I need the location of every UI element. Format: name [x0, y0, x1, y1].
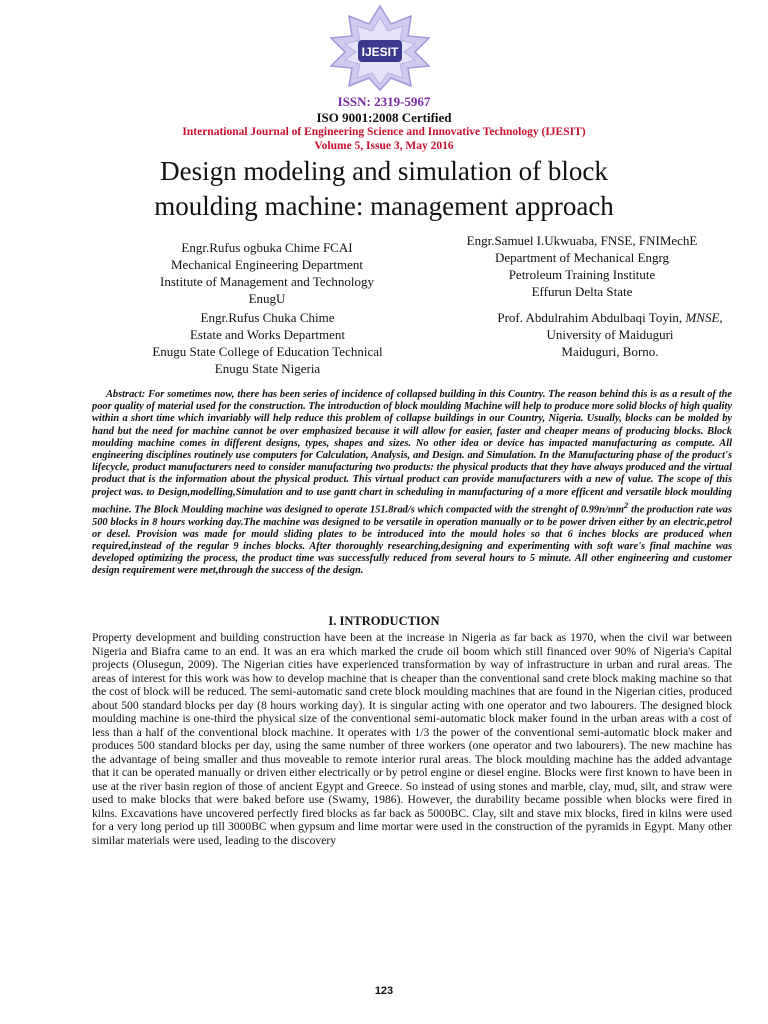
- author-3-name: Engr.Rufus Chuka Chime: [200, 310, 335, 325]
- author-4-suffix: MNSE,: [685, 310, 723, 325]
- author-block-2: [437, 232, 727, 299]
- author-4-name-line: [470, 309, 750, 326]
- author-3-affiliation-line: Enugu State College of Education Technical: [152, 344, 383, 359]
- introduction-paragraph: Property development and building construction have been at the increase in Nigeria as far back as 1970, when the civil war between Nigeria and Biafra came to an end. It was an era which marked the crude oil boom which still financed over 90% of Nigeria's Capital projects (Olusegun, 2009). The Nigerian cities have experienced transformation by way of infrastructure in urban and rural areas. The areas of interest for this work was how to develop machine that is cheaper than the conventional sand crete block making machine so that the cost of block will be reduced. The semi-automatic sand crete block moulding machines that are found in the Nigerian cities, produced about 500 standard blocks per day (8 hours working day). It is singular acting with one operator and two labourers. The designed block moulding machine is one-third the physical size of the conventional semi-automatic block maker found in the urban areas with a cost of less than a half of the conventional block machine. It operates with 1/3 the power of the conventional semi-automatic block maker and produces 500 standard blocks per day, using the same number of three workers (one operator and two labourers). The new machine has the advantage of being smaller and thus moveable to remote interior rural areas. The block moulding machine has the added advantage that it can be operated manually or driven either electrically or by petrol engine or diesel engine. Blocks were first known to have been in use at the river basin region of those of ancient Egypt and Greece. So instead of using stones and marble, clay, mud, silt, and straw were used to make blocks that were baked before use (Swamy, 1986). However, the durability became possible when blocks were fired in kilns. Excavations have uncovered perfectly fired blocks as far back as 5000BC. Clay, silt and stave mix blocks, fired in kilns were used for a very long period up till 3000BC when gypsum and lime mortar were used in the construction of the pyramids in Egypt. Many other similar materials were used, leading to the discovery: [92, 631, 732, 847]
- paper-title: [0, 154, 768, 224]
- author-2-affiliation-line: Petroleum Training Institute: [508, 267, 656, 282]
- abstract-text-2: the production rate was 500 blocks in 8 hours working day.The machine was designed to be versatile in operation manually or to be power driven either by an electric,petrol or desel. Provision was made for mould sliding plates to be introduced into the mould holes so that 6 inches blocks are produced when required,instead of the regular 9 inches blocks. After thoroughly researching,designing and experimenting with soft ware's final machine was developed optimizing the process, the product time was successfully reduced from several hours to 5 minute. All other engineering and customer design requirement were met,through the success of the design.: [92, 504, 733, 577]
- logo-text: IJESIT: [361, 45, 399, 59]
- abstract-superscript: 2: [623, 499, 629, 510]
- author-3-affiliation-line: Enugu State Nigeria: [214, 361, 321, 376]
- author-4-name: Prof. Abdulrahim Abdulbaqi Toyin,: [497, 310, 683, 325]
- author-2-name: Engr.Samuel I.Ukwuaba, FNSE, FNIMechE: [466, 233, 698, 248]
- author-2-affiliation-line: Effurun Delta State: [531, 284, 633, 299]
- journal-volume: Volume 5, Issue 3, May 2016: [314, 140, 454, 152]
- author-block-4: [470, 309, 750, 360]
- author-3-affiliation-line: Estate and Works Department: [189, 327, 346, 342]
- author-block-3: [115, 309, 420, 377]
- author-1-name: Engr.Rufus ogbuka Chime FCAI: [181, 240, 353, 255]
- author-4-affiliation-line: Maiduguri, Borno.: [561, 344, 659, 359]
- issn: ISSN: 2319-5967: [337, 94, 431, 109]
- journal-name: International Journal of Engineering Science and Innovative Technology (IJESIT): [182, 126, 586, 138]
- author-2-affiliation-line: Department of Mechanical Engrg: [494, 250, 670, 265]
- abstract: [92, 389, 732, 578]
- journal-logo: [305, 4, 455, 90]
- paper-title-line-1: Design modeling and simulation of block: [160, 156, 608, 186]
- page-number: 123: [374, 985, 394, 997]
- iso-certification: ISO 9001:2008 Certified: [316, 110, 452, 125]
- author-4-affiliation-line: University of Maiduguri: [546, 327, 674, 342]
- author-1-affiliation-line: EnugU: [248, 291, 286, 306]
- author-1-affiliation-line: Institute of Management and Technology: [159, 274, 375, 289]
- author-block-1: [112, 239, 422, 306]
- paper-title-line-2: moulding machine: management approach: [154, 191, 614, 221]
- abstract-text-1: Abstract: For sometimes now, there has been series of incidence of collapsed building in this Country. The reason behind this is as a result of the poor quality of material used for the construction. The introduction of block moulding Machine will help to produce more solid blocks of high quality within a short time which invariably will help reduce this problem of collapse buildings in our Country, Nigeria. Usually, blocks can be molded by hand but the need for machine cannot be over emphasized because it will allow for easier, faster and cheaper means of producing blocks. Block moulding machine comes in different designs, types, shapes and sizes. No other idea or device has impacted manufacturing as compute. All engineering disciplines routinely use computers for Calculation, Analysis, and Design. and Simulation. In the Manufacturing phase of the product's lifecycle, product manufacturers need to consider manufacturing two products: the physical products that they have always produced and the virtual product that is the information about the physical product. This virtual product can provide manufacturers with a new of value. The scope of this project was. to Design,modelling,Simulation and to use gantt chart in scheduling in manufacturing of a more efficent and versatile block moulding machine. The Block Moulding machine was designed to operate 151.8rad/s which compacted with the strenght of 0.99n/mm: [92, 389, 732, 516]
- author-1-affiliation-line: Mechanical Engineering Department: [170, 257, 364, 272]
- introduction-body: [92, 631, 732, 847]
- section-heading: I. INTRODUCTION: [328, 614, 440, 628]
